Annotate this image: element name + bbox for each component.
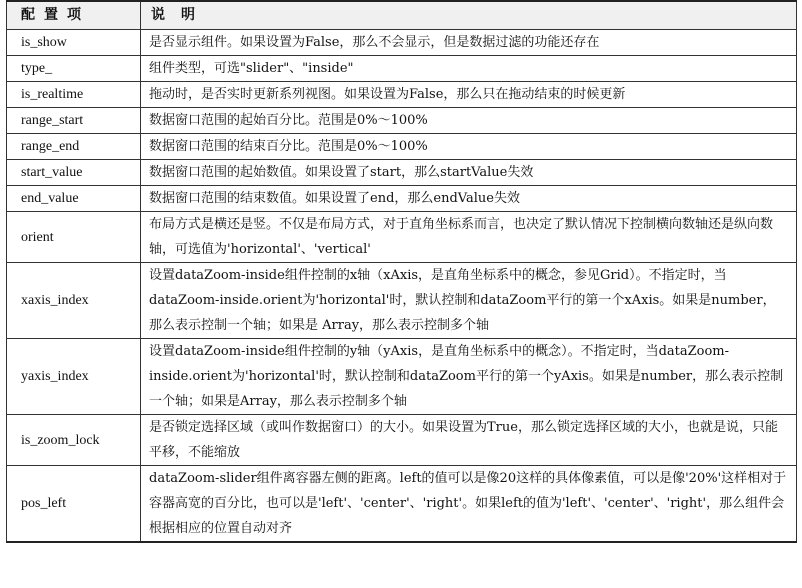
row-key: range_end xyxy=(7,134,141,160)
table-row xyxy=(7,466,797,543)
row-description: 布局方式是横还是竖。不仅是布局方式，对于直角坐标系而言，也决定了默认情况下控制横向数轴还是纵向数轴，可选值为'horizontal'、'vertical' xyxy=(141,212,797,263)
row-key: type_ xyxy=(7,56,141,82)
row-description: 组件类型，可选"slider"、"inside" xyxy=(141,56,797,82)
row-key: start_value xyxy=(7,160,141,186)
table-row xyxy=(7,56,797,82)
row-description: 数据窗口范围的结束百分比。范围是0%～100% xyxy=(141,134,797,160)
table-row xyxy=(7,186,797,212)
row-key: yaxis_index xyxy=(7,339,141,415)
table-header-row xyxy=(7,1,797,30)
row-description: 是否锁定选择区域（或叫作数据窗口）的大小。如果设置为True，那么锁定选择区域的大小，也就是说，只能平移，不能缩放 xyxy=(141,415,797,466)
header-config-item: 配置项 xyxy=(7,1,141,30)
row-key: xaxis_index xyxy=(7,263,141,339)
table-row xyxy=(7,212,797,263)
table-row xyxy=(7,82,797,108)
row-description: dataZoom-slider组件离容器左侧的距离。left的值可以是像20这样的具体像素值，可以是像'20%'这样相对于容器高宽的百分比，也可以是'left'、'center'、'right'。如果left的值为'left'、'center'、'right'，那么组件会根据相应的位置自动对齐 xyxy=(141,466,797,543)
table-row xyxy=(7,263,797,339)
row-key: is_show xyxy=(7,30,141,56)
row-description: 设置dataZoom-inside组件控制的y轴（yAxis，是直角坐标系中的概念）。不指定时，当dataZoom-inside.orient为'horizontal'时，默认控制和dataZoom平行的第一个yAxis。如果是number，那么表示控制一个轴；如果是Array，那么表示控制多个轴 xyxy=(141,339,797,415)
row-description: 是否显示组件。如果设置为False，那么不会显示，但是数据过滤的功能还存在 xyxy=(141,30,797,56)
table-row xyxy=(7,415,797,466)
row-description: 设置dataZoom-inside组件控制的x轴（xAxis，是直角坐标系中的概念，参见Grid）。不指定时，当dataZoom-inside.orient为'horizontal'时，默认控制和dataZoom平行的第一个xAxis。如果是number，那么表示控制一个轴；如果是 Array，那么表示控制多个轴 xyxy=(141,263,797,339)
row-description: 拖动时，是否实时更新系列视图。如果设置为False，那么只在拖动结束的时候更新 xyxy=(141,82,797,108)
config-table xyxy=(6,0,797,543)
table-row xyxy=(7,160,797,186)
table-row xyxy=(7,108,797,134)
row-key: is_zoom_lock xyxy=(7,415,141,466)
row-key: is_realtime xyxy=(7,82,141,108)
row-key: pos_left xyxy=(7,466,141,543)
table-row xyxy=(7,339,797,415)
row-key: range_start xyxy=(7,108,141,134)
row-key: end_value xyxy=(7,186,141,212)
row-description: 数据窗口范围的起始数值。如果设置了start，那么startValue失效 xyxy=(141,160,797,186)
header-description: 说明 xyxy=(141,1,797,30)
row-description: 数据窗口范围的起始百分比。范围是0%～100% xyxy=(141,108,797,134)
table-row xyxy=(7,30,797,56)
row-description: 数据窗口范围的结束数值。如果设置了end，那么endValue失效 xyxy=(141,186,797,212)
table-row xyxy=(7,134,797,160)
row-key: orient xyxy=(7,212,141,263)
